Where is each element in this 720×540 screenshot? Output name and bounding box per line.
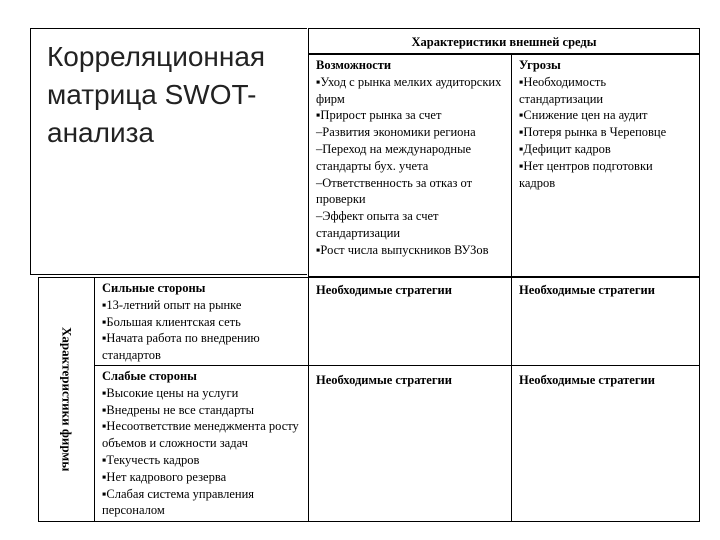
list-item: ▪Дефицит кадров xyxy=(519,141,611,156)
strategy-wo: Необходимые стратегии xyxy=(308,365,512,522)
page-title: Корреляционная матрица SWOT-анализа xyxy=(47,41,266,148)
list-item: ▪Текучесть кадров xyxy=(102,452,200,467)
strengths-heading: Сильные стороны xyxy=(102,281,206,295)
firm-characteristics-label xyxy=(38,277,95,522)
list-item: –Развития экономики региона xyxy=(316,125,476,140)
threats-cell xyxy=(511,54,700,277)
list-item: ▪Потеря рынка в Череповце xyxy=(519,125,667,140)
list-item: –Переход на международные стандарты бух. учета xyxy=(316,141,472,173)
list-item: ▪Внедрены не все стандарты xyxy=(102,402,255,417)
list-item: ▪Несоответствие менеджмента росту объемов и сложности задач xyxy=(102,419,299,451)
threats-heading: Угрозы xyxy=(519,58,561,72)
list-item: ▪Уход с рынка мелких аудиторских фирм xyxy=(316,74,502,106)
list-item: ▪Необходимость стандартизации xyxy=(519,74,607,106)
opportunities-heading: Возможности xyxy=(316,58,392,72)
list-item: ▪Начата работа по внедрению стандартов xyxy=(102,331,260,363)
list-item: ▪Слабая система управления персоналом xyxy=(102,486,255,518)
list-item: –Эффект опыта за счет стандартизации xyxy=(316,209,439,240)
opportunities-cell xyxy=(308,54,512,277)
list-item: ▪Нет кадрового резерва xyxy=(102,469,227,484)
list-item: –Ответственность за отказ от проверки xyxy=(316,175,473,207)
strengths-cell xyxy=(94,277,309,366)
list-item: ▪13-летний опыт на рынке xyxy=(102,297,242,312)
list-item: ▪Нет центров подготовки кадров xyxy=(519,158,653,190)
external-header: Характеристики внешней среды xyxy=(308,28,700,54)
strategy-wt: Необходимые стратегии xyxy=(511,365,700,522)
list-item: ▪Прирост рынка за счет xyxy=(316,108,442,123)
list-item: ▪Большая клиентская сеть xyxy=(102,314,241,329)
weaknesses-heading: Слабые стороны xyxy=(102,369,197,383)
list-item: ▪Снижение цен на аудит xyxy=(519,108,648,123)
strategy-so: Необходимые стратегии xyxy=(308,277,512,366)
strategy-st: Необходимые стратегии xyxy=(511,277,700,366)
list-item: ▪Рост числа выпускников ВУЗов xyxy=(316,242,489,257)
weaknesses-cell xyxy=(94,365,309,522)
firm-label-text: Характеристики фирмы xyxy=(59,327,75,472)
list-item: ▪Высокие цены на услуги xyxy=(102,385,239,400)
